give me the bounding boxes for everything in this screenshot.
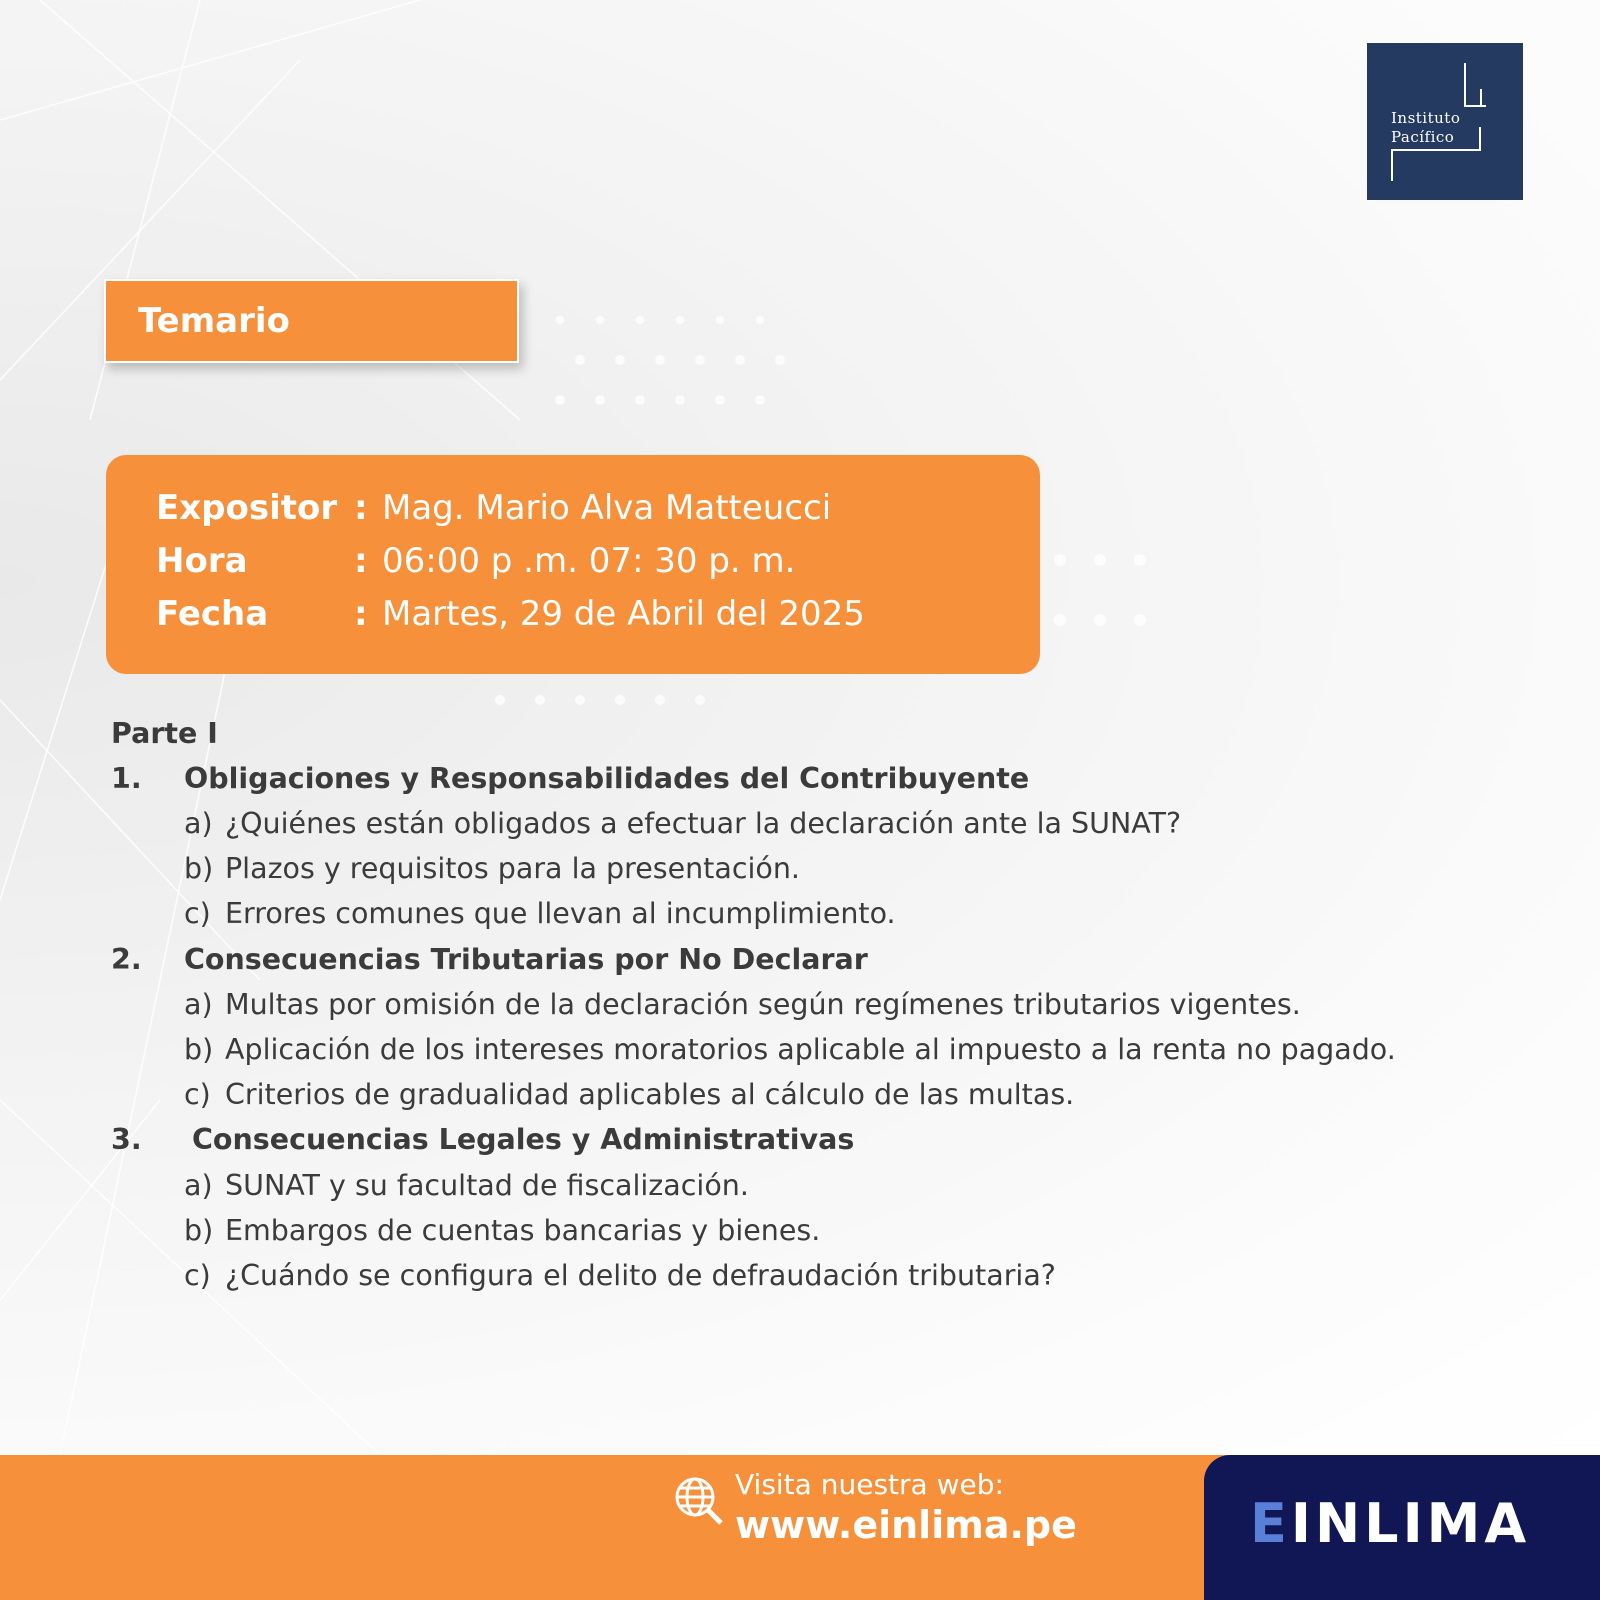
- website-link[interactable]: www.einlima.pe: [735, 1503, 1077, 1547]
- expositor-value: Mag. Mario Alva Matteucci: [382, 488, 832, 528]
- part-title: Parte I: [111, 717, 218, 750]
- temario-label: Temario: [138, 301, 290, 341]
- item-text: ¿Cuándo se configura el delito de defraudación tributaria?: [225, 1259, 1056, 1292]
- brand-letter-e: E: [1250, 1492, 1291, 1555]
- hora-value: 06:00 p .m. 07: 30 p. m.: [382, 541, 796, 581]
- section-number: 3.: [111, 1123, 142, 1156]
- item-text: Embargos de cuentas bancarias y bienes.: [225, 1214, 821, 1247]
- einlima-logo: [1250, 1492, 1530, 1555]
- logo-line-1: Instituto: [1391, 109, 1461, 127]
- item-letter: a): [184, 1169, 213, 1202]
- temario-banner: [104, 279, 519, 363]
- item-letter: b): [184, 852, 214, 885]
- logo-line-2: Pacífico: [1391, 128, 1455, 146]
- section-title: Consecuencias Legales y Administrativas: [192, 1123, 855, 1156]
- item-letter: c): [184, 1078, 211, 1111]
- fecha-label: Fecha: [156, 594, 269, 634]
- globe-search-icon: [673, 1475, 725, 1527]
- item-letter: b): [184, 1214, 214, 1247]
- item-letter: a): [184, 988, 213, 1021]
- item-text: Plazos y requisitos para la presentación.: [225, 852, 800, 885]
- item-letter: a): [184, 807, 213, 840]
- instituto-pacifico-logo: [1367, 43, 1523, 200]
- section-number: 1.: [111, 762, 142, 795]
- item-letter: c): [184, 1259, 211, 1292]
- separator: :: [354, 541, 368, 581]
- section-title: Obligaciones y Responsabilidades del Contribuyente: [184, 762, 1030, 795]
- item-text: Aplicación de los intereses moratorios aplicable al impuesto a la renta no pagado.: [225, 1033, 1396, 1066]
- separator: :: [354, 488, 368, 528]
- separator: :: [354, 594, 368, 634]
- brand-name: INLIMA: [1290, 1492, 1531, 1555]
- item-text: Multas por omisión de la declaración según regímenes tributarios vigentes.: [225, 988, 1301, 1021]
- info-box: [106, 455, 1040, 674]
- item-text: Errores comunes que llevan al incumplimiento.: [225, 897, 896, 930]
- fecha-value: Martes, 29 de Abril del 2025: [382, 594, 865, 634]
- section-number: 2.: [111, 943, 142, 976]
- item-text: Criterios de gradualidad aplicables al cálculo de las multas.: [225, 1078, 1075, 1111]
- section-title: Consecuencias Tributarias por No Declarar: [184, 943, 868, 976]
- hora-label: Hora: [156, 541, 248, 581]
- item-letter: c): [184, 897, 211, 930]
- item-text: SUNAT y su facultad de fiscalización.: [225, 1169, 749, 1202]
- visit-label: Visita nuestra web:: [735, 1468, 1004, 1501]
- item-text: ¿Quiénes están obligados a efectuar la declaración ante la SUNAT?: [225, 807, 1182, 840]
- expositor-label: Expositor: [156, 488, 338, 528]
- item-letter: b): [184, 1033, 214, 1066]
